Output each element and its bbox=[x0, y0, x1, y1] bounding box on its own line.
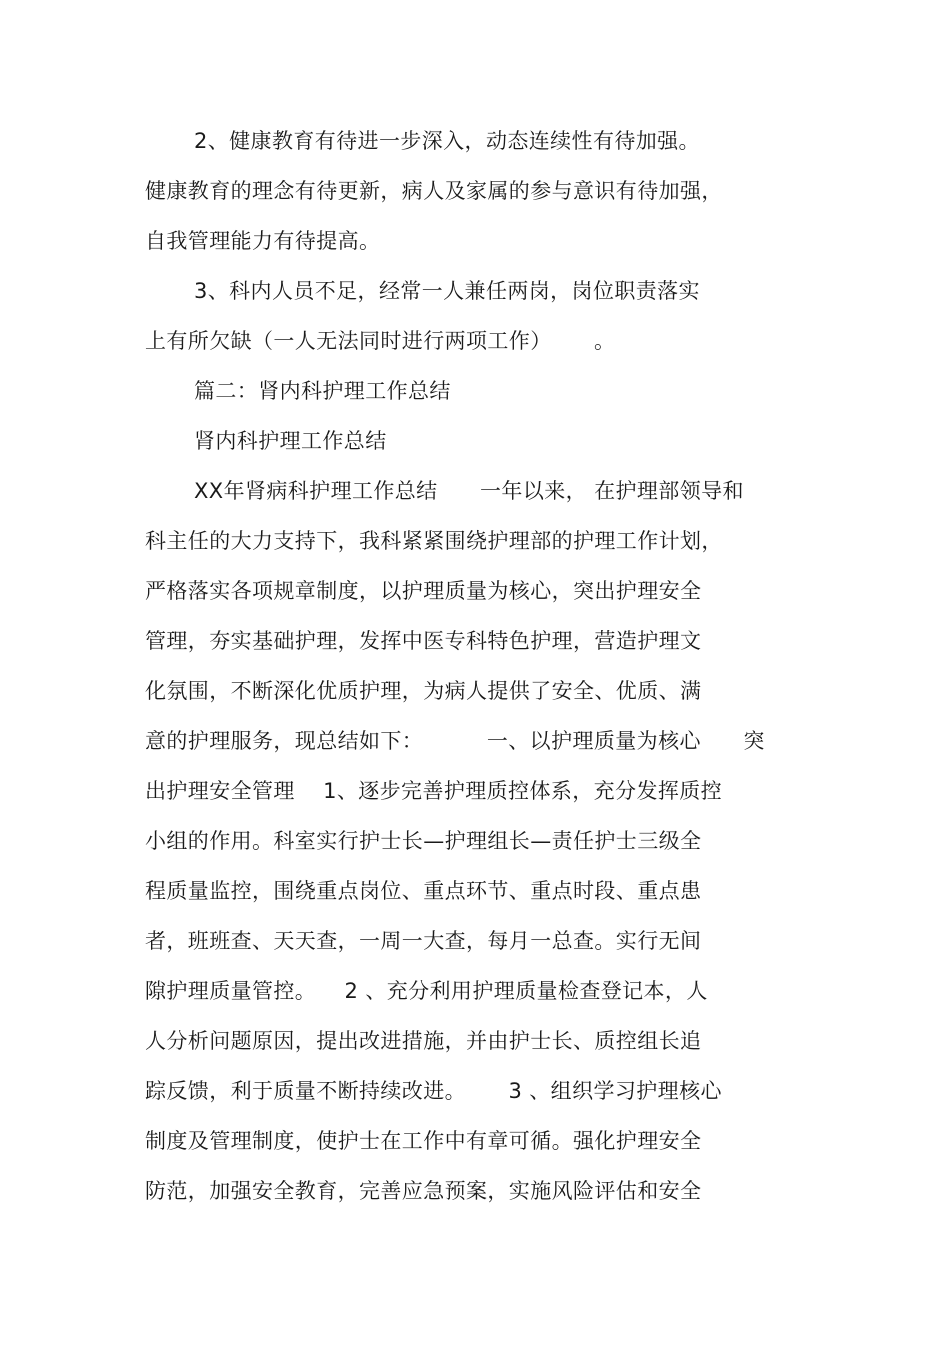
text-line: 自我管理能力有待提高。 bbox=[145, 229, 381, 253]
text-line: 科主任的大力支持下，我科紧紧围绕护理部的护理工作计划， bbox=[145, 529, 723, 553]
text-line: 制度及管理制度，使护士在工作中有章可循。强化护理安全 bbox=[145, 1129, 702, 1153]
text-line: 小组的作用。科室实行护士长—护理组长—责任护士三级全 bbox=[145, 829, 702, 853]
text-line: 意的护理服务，现总结如下： 一、以护理质量为核心 突 bbox=[145, 729, 765, 753]
text-line: 人分析问题原因，提出改进措施，并由护士长、质控组长追 bbox=[145, 1029, 702, 1053]
text-line: XX年肾病科护理工作总结 一年以来， 在护理部领导和 bbox=[194, 479, 744, 503]
text-line: 管理，夯实基础护理，发挥中医专科特色护理，营造护理文 bbox=[145, 629, 702, 653]
text-line: 防范，加强安全教育，完善应急预案，实施风险评估和安全 bbox=[145, 1179, 702, 1203]
text-line: 隙护理质量管控。 2 、充分利用护理质量检查登记本，人 bbox=[145, 979, 708, 1003]
text-line: 2、健康教育有待进一步深入，动态连续性有待加强。 bbox=[194, 129, 700, 153]
subsection-title: 肾内科护理工作总结 bbox=[194, 429, 387, 453]
text-line: 程质量监控，围绕重点岗位、重点环节、重点时段、重点患 bbox=[145, 879, 702, 903]
text-line: 踪反馈，利于质量不断持续改进。 3 、组织学习护理核心 bbox=[145, 1079, 722, 1103]
section-heading: 篇二：肾内科护理工作总结 bbox=[194, 379, 451, 403]
text-line: 化氛围，不断深化优质护理，为病人提供了安全、优质、满 bbox=[145, 679, 702, 703]
text-line: 出护理安全管理 1、逐步完善护理质控体系，充分发挥质控 bbox=[145, 779, 723, 803]
text-line: 3、科内人员不足，经常一人兼任两岗，岗位职责落实 bbox=[194, 279, 700, 303]
text-line: 严格落实各项规章制度，以护理质量为核心，突出护理安全 bbox=[145, 579, 702, 603]
text-line: 者，班班查、天天查，一周一大查，每月一总查。实行无间 bbox=[145, 929, 702, 953]
text-line: 上有所欠缺（一人无法同时进行两项工作） 。 bbox=[145, 329, 616, 353]
text-line: 健康教育的理念有待更新，病人及家属的参与意识有待加强， bbox=[145, 179, 723, 203]
